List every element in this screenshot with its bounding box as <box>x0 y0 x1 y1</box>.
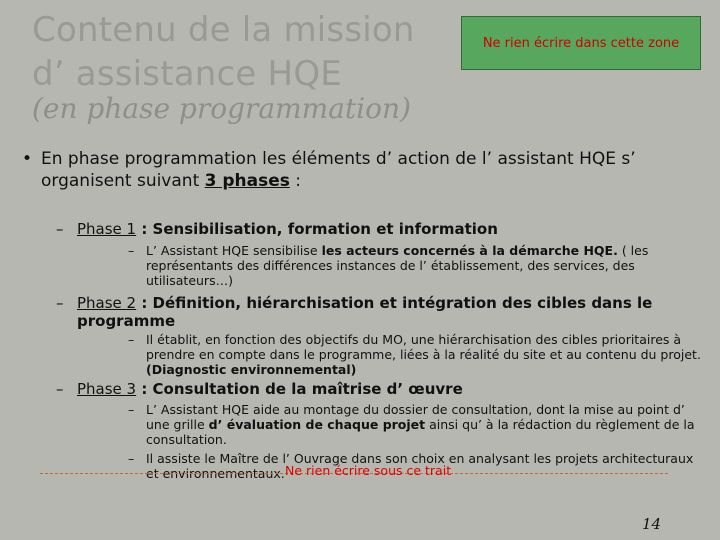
item-text-tail: ainsi qu’ à la rédaction du règlement de la consultation. <box>146 417 695 447</box>
phase-2 <box>56 294 656 330</box>
item-bold-text: (Diagnostic environnemental) <box>146 362 357 377</box>
dash-icon: – <box>56 380 64 398</box>
phase-label: Phase 2 <box>77 294 137 312</box>
phase-1-item-1 <box>128 243 708 288</box>
main-bullet-prefix: En phase programmation les éléments d’ action de l’ assistant HQE s’ organisent suivant <box>41 149 636 191</box>
main-bullet <box>22 148 712 192</box>
item-text: L’ Assistant HQE sensibilise <box>146 243 322 258</box>
phase-title: : Consultation de la maîtrise d’ œuvre <box>136 380 463 398</box>
phase-label: Phase 3 <box>77 380 137 398</box>
main-bullet-emphasis: 3 phases <box>204 171 290 191</box>
bullet-dot-icon: • <box>22 149 33 169</box>
dash-icon: – <box>128 243 135 258</box>
item-text-tail: ( les représentants des différences instances de l’ établissement, des services, des utilisateurs…) <box>146 243 649 288</box>
item-text: L’ Assistant HQE aide au montage du dossier de consultation, dont la mise au point d’ une grille <box>146 402 685 432</box>
phase-2-item-1 <box>128 332 708 377</box>
item-text: Il établit, en fonction des objectifs du MO, une hiérarchisation des cibles prioritaires à prendre en compte dans le programme, liées à la réalité du site et au contenu du projet. <box>146 332 701 362</box>
slide-subtitle: (en phase programmation) <box>32 92 411 125</box>
dash-icon: – <box>56 220 64 238</box>
main-bullet-text <box>41 148 712 192</box>
title-line-1: Contenu de la mission <box>32 10 415 50</box>
phase-label: Phase 1 <box>77 220 137 238</box>
bottom-reserved-notice: Ne rien écrire sous ce trait <box>285 463 452 478</box>
slide-title <box>32 8 452 96</box>
phase-3-item-1 <box>128 402 708 447</box>
item-bold-text: d’ évaluation de chaque projet <box>208 417 426 432</box>
phase-title: : Définition, hiérarchisation et intégration des cibles dans le programme <box>77 294 653 330</box>
title-line-2: d’ assistance HQE <box>32 54 342 94</box>
main-bullet-suffix: : <box>289 171 302 191</box>
item-bold-text: les acteurs concernés à la démarche HQE. <box>321 243 618 258</box>
phase-1 <box>56 220 656 238</box>
phase-3 <box>56 380 656 398</box>
reserved-zone-label: Ne rien écrire dans cette zone <box>482 35 680 51</box>
dash-icon: – <box>128 332 135 347</box>
reserved-zone-box <box>461 16 701 70</box>
dash-icon: – <box>56 294 64 312</box>
phase-title: : Sensibilisation, formation et information <box>136 220 498 238</box>
page-number: 14 <box>642 515 662 533</box>
item-text: Il assiste le Maître de l’ Ouvrage dans son choix en analysant les projets architecturaux et environnementaux. <box>146 451 694 481</box>
dash-icon: – <box>128 402 135 417</box>
dash-icon: – <box>128 451 135 466</box>
